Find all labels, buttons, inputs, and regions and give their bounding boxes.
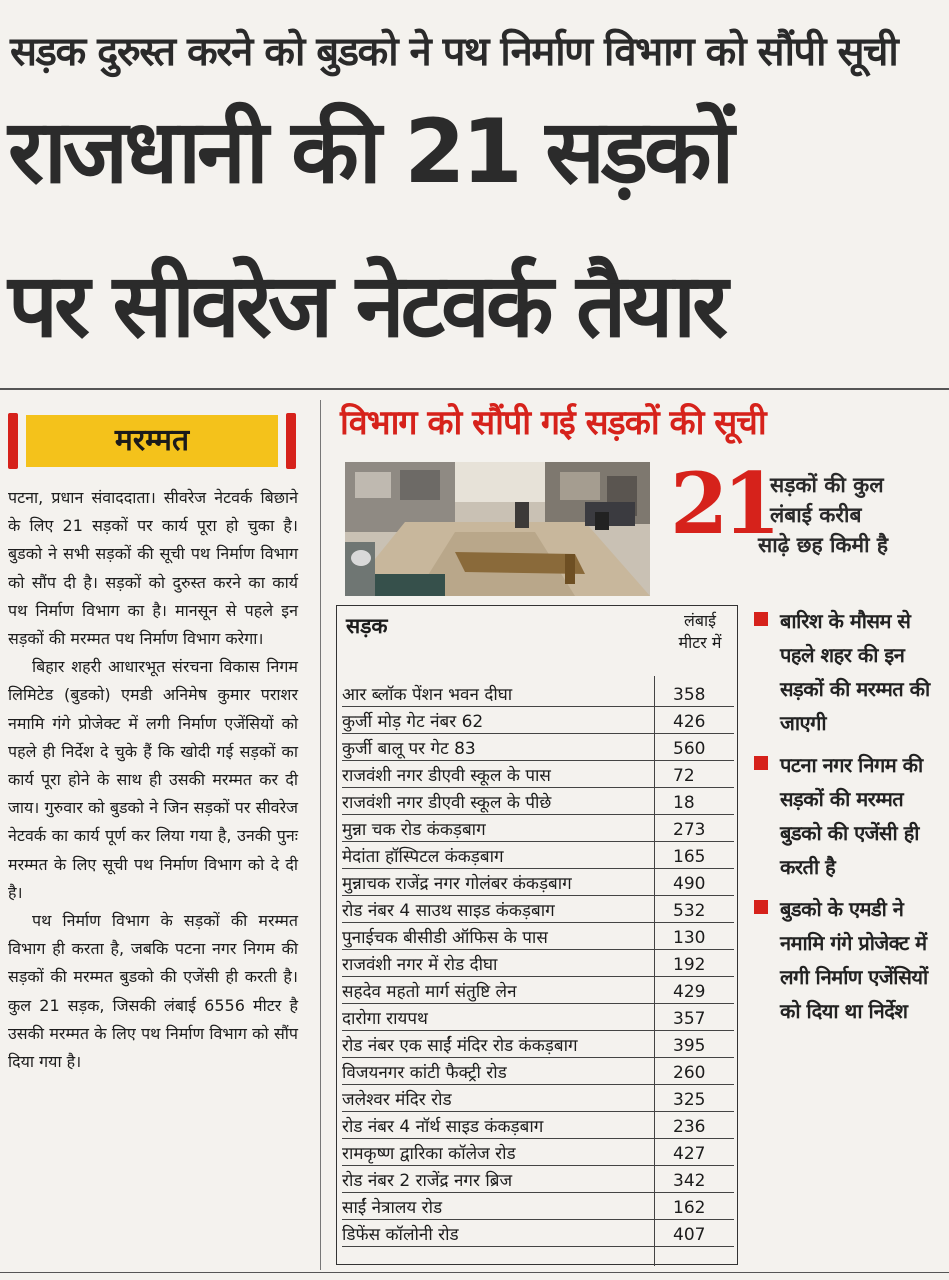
article-paragraph-2: बिहार शहरी आधारभूत संरचना विकास निगम लिमिटेड (बुडको) एमडी अनिमेष कुमार पराशर नमामि गंगे प्रोजेक्ट में लगी निर्माण एजेंसियों को पहले ही निर्देश दे चुके हैं कि खोदी गई सड़कों का कार्य पूरा होने के साथ ही उसकी मरम्मत कर दी जाय। गुरुवार को बुडको ने जिन सड़कों पर सीवरेज नेटवर्क का कार्य पूर्ण कर लिया गया है, उनकी पुनः मरम्मत के लिए सूची पथ निर्माण विभाग को दे दी है। (8, 657, 298, 902)
table-row (342, 1112, 734, 1139)
road-name: डिफेंस कॉलोनी रोड (342, 1225, 459, 1245)
bullet-square-icon (754, 756, 768, 770)
road-name: कुर्जी बालू पर गेट 83 (342, 739, 476, 759)
table-row (342, 923, 734, 950)
table-rows (342, 680, 734, 1247)
highlight-item (752, 604, 946, 740)
table-row (342, 896, 734, 923)
highlight-text: बारिश के मौसम से पहले शहर की इन सड़कों की मरम्मत की जाएगी (780, 609, 930, 735)
article-paragraph-1: पटना, प्रधान संवाददाता। सीवरेज नेटवर्क बिछाने के लिए 21 सड़कों पर कार्य पूरा हो चुका है। बुडको ने सभी सड़कों की सूची पथ निर्माण विभाग को सौंप दी है। सड़कों को दुरुस्त करने का कार्य पथ निर्माण विभाग का है। मानसून से पहले इन सड़कों की मरम्मत पथ निर्माण विभाग करेगा। (8, 488, 298, 649)
table-row (342, 1139, 734, 1166)
bullet-square-icon (754, 612, 768, 626)
road-name: सहदेव महतो मार्ग संतुष्टि लेन (342, 982, 517, 1002)
highlight-item (752, 892, 946, 1028)
road-name: रोड नंबर 2 राजेंद्र नगर ब्रिज (342, 1171, 513, 1191)
road-name: रामकृष्ण द्वारिका कॉलेज रोड (342, 1144, 516, 1164)
column-divider (320, 400, 321, 1270)
road-length: 490 (673, 874, 706, 894)
road-name: जलेश्वर मंदिर रोड (342, 1090, 452, 1110)
table-row (342, 1166, 734, 1193)
road-name: मुन्ना चक रोड कंकड़बाग (342, 820, 486, 840)
road-length: 427 (673, 1144, 706, 1164)
table-row (342, 734, 734, 761)
road-length: 236 (673, 1117, 706, 1137)
table-row (342, 707, 734, 734)
road-length: 358 (673, 685, 706, 705)
section-tag (8, 413, 296, 469)
table-row (342, 869, 734, 896)
table-row (342, 1004, 734, 1031)
road-length: 165 (673, 847, 706, 867)
road-name: आर ब्लॉक पेंशन भवन दीघा (342, 685, 513, 705)
stat-line-2: लंबाई करीब (770, 503, 862, 527)
road-name: कुर्जी मोड़ गेट नंबर 62 (342, 712, 484, 732)
road-length: 532 (673, 901, 706, 921)
road-name: राजवंशी नगर डीएवी स्कूल के पीछे (342, 793, 552, 813)
table-row (342, 680, 734, 707)
road-name: मुन्नाचक राजेंद्र नगर गोलंबर कंकड़बाग (342, 874, 572, 894)
road-length: 325 (673, 1090, 706, 1110)
road-length: 130 (673, 928, 706, 948)
road-name: दारोगा रायपथ (342, 1009, 428, 1029)
road-name: राजवंशी नगर डीएवी स्कूल के पास (342, 766, 551, 786)
kicker-headline: सड़क दुरुस्त करने को बुडको ने पथ निर्माण विभाग को सौंपी सूची (10, 29, 898, 75)
article-body (8, 484, 298, 1076)
road-name: मेदांता हॉस्पिटल कंकड़बाग (342, 847, 504, 867)
main-headline-line-1: राजधानी की 21 सड़कों (8, 100, 731, 203)
table-header-length-line-2: मीटर में (678, 633, 722, 652)
table-header-length (660, 610, 740, 654)
table-row (342, 788, 734, 815)
highlight-text: पटना नगर निगम की सड़कों की मरम्मत बुडको की एजेंसी ही करती है (780, 753, 923, 879)
road-name: पुनाईचक बीसीडी ऑफिस के पास (342, 928, 548, 948)
road-length: 426 (673, 712, 706, 732)
road-length: 273 (673, 820, 706, 840)
road-photo-illustration (345, 462, 650, 596)
table-row (342, 815, 734, 842)
road-length: 72 (673, 766, 695, 786)
stat-line-3: साढ़े छह किमी है (758, 533, 888, 557)
road-length: 260 (673, 1063, 706, 1083)
road-name: विजयनगर कांटी फैक्ट्री रोड (342, 1063, 507, 1083)
table-row (342, 1220, 734, 1247)
stat-number: 21 (670, 454, 775, 553)
road-length: 395 (673, 1036, 706, 1056)
table-row (342, 1058, 734, 1085)
road-length: 162 (673, 1198, 706, 1218)
road-length: 407 (673, 1225, 706, 1245)
section-title: विभाग को सौंपी गई सड़कों की सूची (340, 403, 766, 443)
article-paragraph-3: पथ निर्माण विभाग के सड़कों की मरम्मत विभाग ही करता है, जबकि पटना नगर निगम की सड़कों की मरम्मत बुडको की एजेंसी ही करती है। कुल 21 सड़क, जिसकी लंबाई 6556 मीटर है उसकी मरम्मत के लिए पथ निर्माण विभाग को सौंप दिया गया है। (8, 911, 298, 1072)
bullet-square-icon (754, 900, 768, 914)
headline-rule (0, 388, 949, 390)
table-row (342, 842, 734, 869)
table-row (342, 1085, 734, 1112)
tag-bar-left (8, 413, 18, 469)
road-photo (345, 462, 650, 596)
table-header-road: सड़क (346, 614, 388, 638)
road-length: 18 (673, 793, 695, 813)
table-row (342, 1193, 734, 1220)
road-name: साईं नेत्रालय रोड (342, 1198, 443, 1218)
highlights-list (752, 604, 946, 1036)
road-name: रोड नंबर एक साईं मंदिर रोड कंकड़बाग (342, 1036, 578, 1056)
highlight-text: बुडको के एमडी ने नमामि गंगे प्रोजेक्ट में लगी निर्माण एजेंसियों को दिया था निर्देश (780, 897, 928, 1023)
road-length: 560 (673, 739, 706, 759)
bottom-rule (0, 1272, 949, 1273)
table-row (342, 950, 734, 977)
tag-label: मरम्मत (26, 415, 278, 467)
stat-line-1: सड़कों की कुल (770, 473, 884, 497)
road-name: राजवंशी नगर में रोड दीघा (342, 955, 498, 975)
table-row (342, 1031, 734, 1058)
road-length: 192 (673, 955, 706, 975)
road-name: रोड नंबर 4 साउथ साइड कंकड़बाग (342, 901, 555, 921)
road-length: 357 (673, 1009, 706, 1029)
tag-bar-right (286, 413, 296, 469)
table-row (342, 761, 734, 788)
road-name: रोड नंबर 4 नॉर्थ साइड कंकड़बाग (342, 1117, 544, 1137)
road-length: 342 (673, 1171, 706, 1191)
highlight-item (752, 748, 946, 884)
table-header-length-line-1: लंबाई (684, 611, 716, 630)
main-headline-line-2: पर सीवरेज नेटवर्क तैयार (8, 254, 725, 357)
road-length: 429 (673, 982, 706, 1002)
stat-description (758, 470, 948, 560)
table-row (342, 977, 734, 1004)
